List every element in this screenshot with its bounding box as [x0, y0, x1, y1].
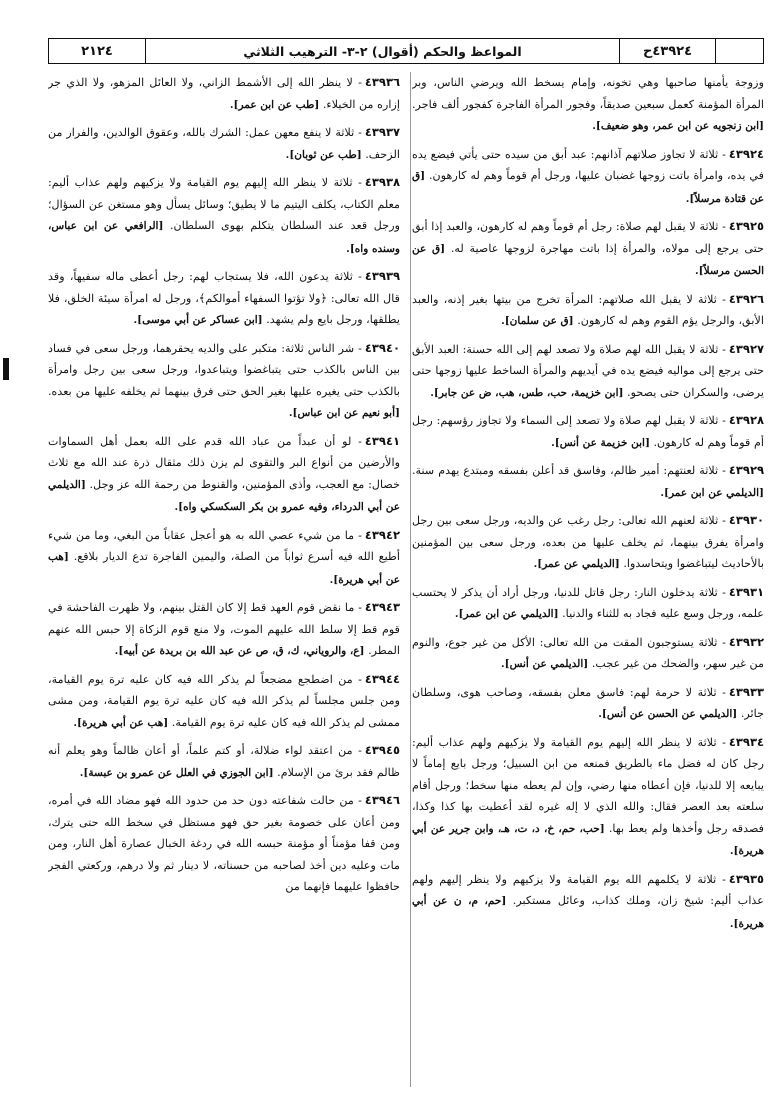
hadith-number: ٤٣٩٣٧	[364, 125, 400, 139]
hadith-text: - ثلاثة لعنهم الله تعالى: رجل رغب عن والديه، ورجل سعى بين رجل وامرأة يفرق بينهما، ثم يخلف عليها من بعده، ورجل سعى بين المؤمنين بالأحاديث ليتباغضوا ويتحاسدوا.	[412, 514, 764, 570]
hadith-text: - لو أن عبداً من عباد الله قدم على الله بعمل أهل السماوات والأرضين من أنواع البر والتقوى لم يزن ذلك مثقال ذرة عند الله مع ثلاث خصال: مع العجب، وأذى المؤمنين، والقنوط من رحمة الله عز وجل.	[48, 434, 400, 491]
hadith-entry	[48, 669, 400, 735]
hadith-number: ٤٣٩٢٥	[728, 219, 764, 233]
hadith-text: - ثلاثة يدعون الله، فلا يستجاب لهم: رجل أعطى ماله سفيهاً، وقد قال الله تعالى: ﴿ولا تؤتوا السفهاء أموالكم﴾، ورجل له امرأة سيئة الخلق، فلا يطلقها، ورجل بايع ولم يشهد.	[48, 270, 400, 326]
hadith-source: [الديلمي عن الحسن عن أنس].	[598, 708, 738, 720]
section-title: المواعظ والحكم (أقوال) ٢-٣- الترهيب الثلاثي	[145, 39, 619, 63]
hadith-source: [حب، حم، خ، د، ت، هـ، وابن جرير عن أبي هريرة].	[412, 822, 764, 857]
hadith-entry	[48, 431, 400, 519]
hadith-number: ٤٣٩٣٩	[364, 269, 400, 283]
hadith-number: ٤٣٩٣١	[728, 584, 764, 599]
left-column	[48, 72, 400, 1087]
hadith-number: ٤٣٩٣٥	[728, 871, 764, 886]
hadith-source: [ق عن الحسن مرسلاً].	[412, 242, 764, 277]
hadith-number: ٤٣٩٣٦	[364, 75, 400, 89]
hadith-text: - ثلاثة لا يقبل لهم صلاة: رجل أم قوماً وهم له كارهون، والعبد إذا أبق حتى يرجع إلى مولاه، والمرأة إذا باتت مهاجرة لزوجها عاصية له.	[412, 220, 764, 255]
hadith-source: [الديلمي عن عمر].	[533, 558, 620, 570]
hadith-source: [ابن خزيمة عن أنس].	[551, 436, 650, 449]
hadith-number: ٤٣٩٣٨	[364, 175, 400, 189]
hadith-entry	[412, 339, 764, 405]
hadith-entry	[412, 144, 764, 211]
hadith-entry	[412, 410, 764, 454]
hadith-text: - ثلاثة لا يكلمهم الله يوم القيامة ولا يزكيهم ولا ينظر إليهم ولهم عذاب أليم: شيخ زان، وملك كذاب، وعائل مستكبر.	[412, 872, 764, 907]
hadith-source: [الديلمي عن أنس].	[501, 658, 589, 670]
right-column	[412, 72, 764, 1087]
hadith-source: [الديلمي عن ابن عمر].	[660, 486, 764, 499]
hadith-text: - ثلاثة لعنتهم: أمير ظالم، وفاسق قد أعلن بفسقه ومبتدع يهدم سنة.	[412, 464, 726, 477]
margin-mark	[3, 358, 9, 380]
hadith-source: [ع، والروياني، ك، ق، ص عن عبد الله بن بريدة عن أبيه].	[114, 645, 365, 657]
hadith-text: - من اعتقد لواء ضلالة، أو كتم علماً، أو أعان ظالماً وهو يعلم أنه ظالم فقد برئ من الإسلام.	[48, 744, 400, 779]
hadith-text: - ثلاثة لا يقبل لهم صلاة ولا تصعد إلى السماء ولا تجاوز رؤسهم: رجل أم قوماً وهم له كارهون.	[412, 414, 764, 449]
hadith-entry	[48, 338, 400, 425]
hadith-number: ٤٣٩٤١	[364, 433, 400, 448]
hadith-text: - شر الناس ثلاثة: متكبر على والديه يحقرهما، ورجل سعى في فساد بين الناس بالكذب حتى يتباغضوا ويتباعدوا، ورجل سعى بين رجل وامرأة بالكذب حتى يغيره عليها بغير الحق حتى فرق بينهما ثم يخلفه عليها من بعده.	[48, 341, 400, 398]
hadith-number: ٤٣٩٤٦	[364, 793, 400, 807]
column-divider	[410, 72, 411, 1087]
hadith-source: [ابن زنجويه عن ابن عمر، وهو ضعيف].	[592, 120, 764, 132]
hadith-number: ٤٣٩٤٥	[364, 743, 400, 757]
hadith-entry	[48, 266, 400, 332]
hadith-source: [حم، م، ن عن أبي هريرة].	[412, 895, 764, 930]
hadith-text: - ثلاثة لا تجاوز صلاتهم آذانهم: عبد أبق من سيده حتى يأتي فيضع يده في يده، وامرأة باتت زوجها غضبان عليها، ورجل أم قوماً وهم له كارهون.	[412, 147, 764, 182]
hadith-source: [الديلمي عن ابن عمر].	[454, 608, 559, 620]
hadith-entry	[48, 122, 400, 166]
hadith-entry	[412, 582, 764, 626]
hadith-text: - ثلاثة لا يقبل الله صلاتهم: المرأة تخرج من بيتها بغير إذنه، والعبد الأبق، والرجل يؤم القوم وهم له كارهون.	[412, 292, 764, 327]
hadith-entry	[412, 632, 764, 676]
hadith-source: [هب عن أبي هريرة].	[48, 551, 400, 586]
hadith-entry	[412, 289, 764, 333]
hadith-number: ٤٣٩٤٢	[364, 527, 400, 542]
hadith-source: [طب عن ابن عمر].	[229, 98, 320, 111]
hadith-entry	[48, 172, 400, 260]
hadith-source: [الديلمي عن أبي الدرداء، وفيه عمرو بن بكر السكسكي واه].	[48, 478, 400, 513]
page-header	[48, 38, 764, 64]
hadith-entry	[412, 510, 764, 576]
hadith-text: - ما من شيء عصي الله به هو أعجل عقاباً من البغي، وما من شيء أطيع الله فيه أسرع ثواباً من الصلة، واليمين الفاجرة تدع الديار بلاقع.	[48, 528, 400, 563]
hadith-number: ٤٣٩٤٣	[364, 600, 400, 614]
hadith-number: ٤٣٩٣٣	[728, 684, 764, 699]
hadith-entry	[48, 525, 400, 592]
hadith-source: [ابن الجوزي في العلل عن عمرو بن عبسة].	[79, 766, 274, 779]
hadith-number: ٤٣٩٢٧	[728, 341, 764, 356]
hadith-number: ٤٣٩٣٤	[728, 734, 764, 749]
hadith-source: [ق عن قتادة مرسلاً].	[412, 170, 764, 205]
text-columns	[48, 72, 764, 1087]
hadith-entry	[412, 869, 764, 936]
hadith-text: - ثلاثة لا حرمة لهم: فاسق معلن بفسقه، وصاحب هوى، وسلطان جائر.	[412, 685, 764, 720]
hadith-number: ٤٣٩٢٤	[728, 146, 764, 161]
hadith-text: وزوجة يأمنها صاحبها وهي تخونه، وإمام يسخط الله ويرضي الناس، وبر المرأة المؤمنة كعمل سبعين صديقاً، وفجور المرأة الفاجرة كفجور ألف فاجر.	[412, 76, 764, 111]
hadith-source: [طب عن ثوبان].	[285, 148, 362, 161]
hadith-entry	[412, 732, 764, 863]
hadith-source: [ق عن سلمان].	[501, 315, 574, 327]
hadith-text: - من حالت شفاعته دون حد من حدود الله فهو مضاد الله في أمره، ومن أعان على خصومة بغير حق فهو مستظل في سخط الله حتى يترك، ومن قفا مؤمناً أو مؤمنة حبسه الله في ردغة الخبال عصارة أهل النار، ومن مات وعليه دين أخذ لصاحبه من حسناته، لا دينار ثم ولا درهم، وركعتي الفجر حافظوا عليهما فإنهما من	[48, 794, 400, 893]
hadith-text: - من اضطجع مضجعاً لم يذكر الله فيه كان عليه ترة يوم القيامة، ومن جلس مجلساً لم يذكر الله فيه كان عليه ترة يوم القيامة، ومن مشى ممشى لم يذكر الله فيه كان عليه ترة يوم القيامة.	[48, 672, 400, 729]
hadith-source: [ابن خزيمة، حب، طس، هب، ض عن جابر].	[430, 386, 624, 399]
hadith-entry	[48, 740, 400, 784]
hadith-source: [ابن عساكر عن أبي موسى].	[133, 314, 263, 326]
hadith-text: - ما نقض قوم العهد قط إلا كان القتل بينهم، ولا ظهرت الفاحشة في قوم قط إلا سلط الله عليهم الموت، ولا منع قوم الزكاة إلا حبس الله عنهم المطر.	[48, 601, 400, 657]
hadith-text: - ثلاثة لا ينظر الله إليهم يوم القيامة ولا يزكيهم ولهم عذاب أليم: رجل كان له فضل ماء بالطريق فمنعه من ابن السبيل؛ ورجل بايع إماماً لا يبايعه إلا للدنيا، فإن أعطاه منها رضي، وإن لم يعطه منها سخط؛ ورجل أقام سلعته بعد العصر فقال: والله الذي لا إله غيره لقد أعطيت بها كذا وكذا، فصدقه رجل وأخذها ولم يعط بها.	[412, 735, 764, 835]
hadith-entry	[412, 216, 764, 283]
hadith-number: ٤٣٩٣٠	[728, 513, 764, 527]
hadith-entry	[412, 72, 764, 138]
hadith-number: ٤٣٩٢٨	[728, 413, 764, 427]
hadith-entry	[48, 72, 400, 116]
hadith-number: ٤٣٩٣٢	[728, 634, 764, 649]
hadith-text: - ثلاثة يدخلون النار: رجل قاتل للدنيا، ورجل أراد أن يذكر لا يحتسب علمه، ورجل وسع عليه فجاد به للثناء والدنيا.	[412, 585, 764, 620]
hadith-text: - ثلاثة يستوجبون المقت من الله تعالى: الأكل من غير جوع، والنوم من غير سهر، والضحك من غير عجب.	[412, 635, 764, 670]
hadith-entry	[48, 597, 400, 663]
header-blank-cell	[715, 39, 763, 63]
hadith-number: ٤٣٩٤٤	[364, 671, 400, 686]
hadith-source: [هب عن أبي هريرة].	[73, 716, 169, 729]
hadith-text: - ثلاثة لا ينظر الله إليهم يوم القيامة ولا يزكيهم ولهم عذاب أليم: معلم الكتاب، يكلف اليتيم ما لا يطيق؛ وسائل يسأل وهو مستغن عن السؤال؛ ورجل قعد عند السلطان يتكلم بهوى السلطان.	[48, 176, 400, 232]
hadith-text: - لا ينظر الله إلى الأشمط الزاني، ولا العائل المزهو، ولا الذي جر إزاره من الخيلاء.	[48, 76, 400, 111]
hadith-entry	[412, 460, 764, 504]
hadith-source: [أبو نعيم عن ابن عباس].	[288, 407, 400, 419]
hadith-source: [الرافعي عن ابن عباس، وسنده واه].	[48, 220, 400, 255]
hadith-number: ٤٣٩٢٩	[728, 463, 764, 477]
hadith-text: - ثلاثة لا يقبل الله لهم صلاة ولا تصعد لهم إلى الله حسنة: العبد الأبق حتى يرجع إلى مواليه فيضع يده في أيديهم والمرأة الساخط عليها زوجها حتى يرضى، والسكران حتى يصحو.	[412, 342, 764, 399]
hadith-range: ٤٣٩٢٤ح	[619, 39, 715, 63]
hadith-entry	[412, 682, 764, 726]
hadith-text: - ثلاثة لا ينفع معهن عمل: الشرك بالله، وعقوق الوالدين، والفرار من الزحف.	[48, 126, 400, 161]
book-page	[48, 38, 764, 1088]
page-number: ٢١٢٤	[81, 43, 113, 59]
hadith-entry	[48, 790, 400, 898]
hadith-number: ٤٣٩٢٦	[728, 291, 764, 306]
hadith-number: ٤٣٩٤٠	[364, 340, 400, 355]
